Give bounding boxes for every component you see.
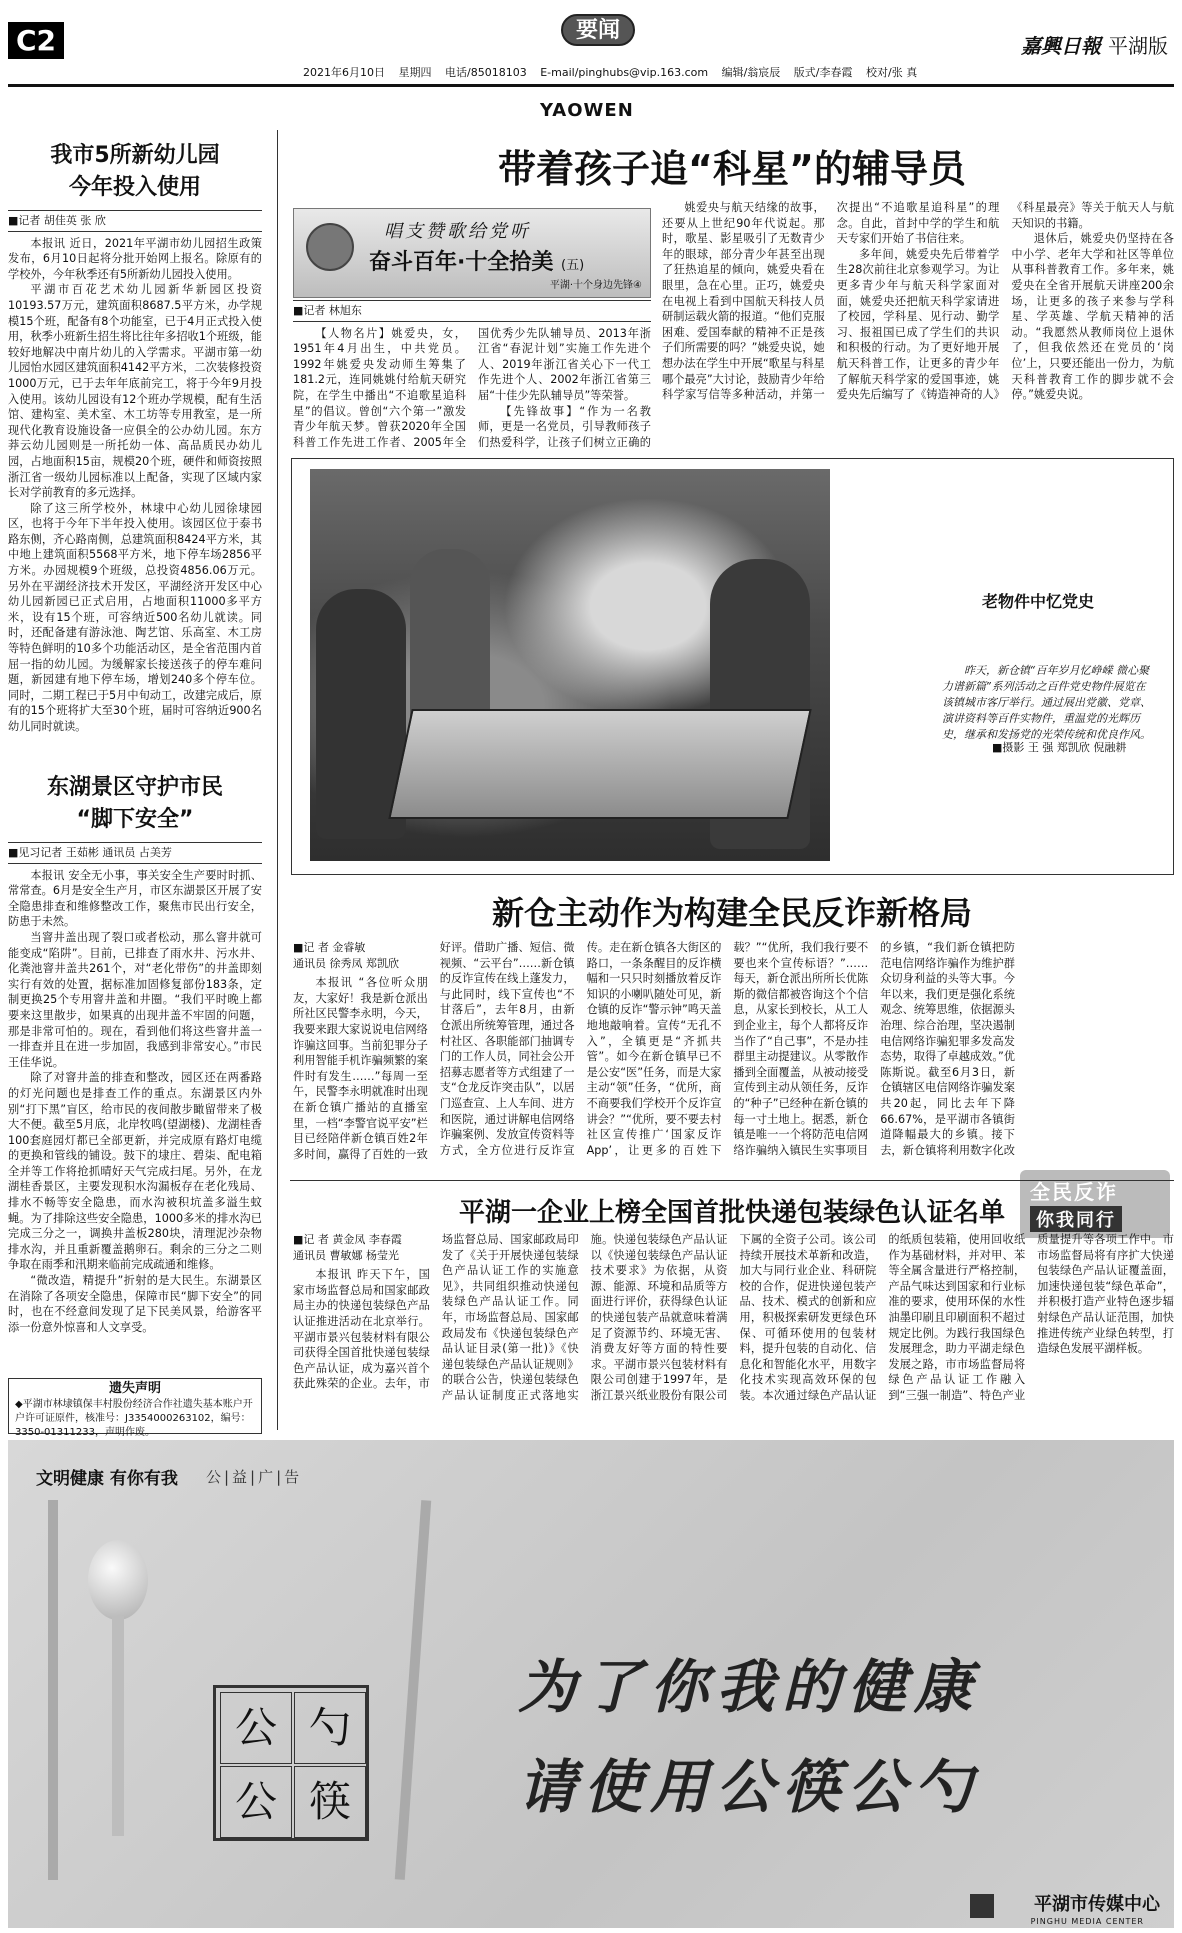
spoon-icon (88, 1540, 148, 1620)
weekday: 星期四 (398, 66, 432, 79)
ad-tag: 公|益|广|告 (206, 1468, 303, 1486)
date: 2021年6月10日 (303, 66, 385, 79)
media-center-logo-icon (970, 1894, 994, 1918)
stamp-line-2: 你我同行 (1030, 1206, 1122, 1232)
photo-feature (291, 458, 1174, 875)
section-badge: 要闻 (561, 14, 635, 46)
exhibition-photo (310, 469, 830, 861)
stamp-line-1: 全民反诈 (1030, 1180, 1118, 1204)
photo-credit: ■摄影 王 强 郑凯欣 倪融耕 (992, 741, 1127, 754)
xincang-article-tail (1020, 940, 1174, 1165)
page-number: C2 (8, 22, 64, 59)
banner-line-2 (369, 245, 584, 276)
xincang-body: 本报讯 “各位听众朋友，大家好！我是新仓派出所社区民警李永明，今天，我要来跟大家说说电信网络诈骗这回事。当前犯罪分子利用智能手机诈骗频繁的案件时有发生……”每周一至午，民警李永明就准时出现在新仓镇广播站的直播室里，一档“李警官说平安”栏目已经陪伴新仓镇百姓2年多时间，赢得了百姓的一致好评。借助广播、短信、微视频、“云平台”……新仓镇的反诈宣传在线上蓬发力，与此同时，线下宣传也“不甘落后”，去年8月，由新仓派出所统筹管理，通过各村社区、各职能部门抽调专门的工作人员，同社会公开招募志愿者等方式组建了一支“仓龙反诈突击队”，以居门巡查宣、上人车间、进方和医院，通过讲解电信网络诈骗案例、发放宣传资料等方式，全方位进行反诈宣传。走在新仓镇各大街区的路口，一条条醒目的反诈横幅和一只只时刻播放着反诈知识的小喇叭随处可见，新仓镇的反诈“警示钟”鸣天盖地地敲响着。宣传“无孔不入”，全镇更是“齐抓共管”。如今在新仓镇早已不是公安“医”任务，而是大家主动“领”任务，“优所，商不商要我们学校开个反诈宣讲会？”“优所，要不要去村社区宣传推广‘国家反诈App’，让更多的百姓下载？”“优所，我们我行要不要也来个宣传标语？”……每天，新仓派出所所长优陈斯的微信都被咨询这个个信息，从家长到校长，从工人到企业主，每个人都将反诈当作了“自己事”，不是办挂群里主动提建议。从零散作播到全面覆盖，从被动接受宣传到主动从领任务，反诈的“种子”已经种在新仓镇的每一寸土地上。据悉，新仓镇是唯一一个将防范电信网络诈骗纳入镇民生实事项目的乡镇，“我们新仓镇把防范电信网络诈骗作为维护群众切身利益的头等大事。今年以来，我们更是强化系统观念、统筹思维，依据源头治理、综合治理，坚决遏制电信网络诈骗犯罪多发高发态势，取得了卓越成效。”优陈斯说。截至6月3日，新仓镇辖区电信网络诈骗发案共20起，同比去年下降66.67%，是平湖市各镇街道降幅最大的乡镇。接下去，新仓镇将利用数字化改 (293, 941, 1015, 1161)
ad-headline-2: 请使用公筷公勺 (518, 1753, 981, 1821)
kindergarten-para: 本报讯 近日，2021年平湖市幼儿园招生政策发布，6月10日起将分批开始网上报名。除原有的学校外，今年秋季还有5所新幼儿园投入使用。 (8, 236, 262, 281)
section-divider (290, 1180, 1174, 1181)
lead-para: 多年间，姚爱央先后带着学生28次前往北京参观学习。为让更多青少年与航天科学家面对面，姚爱央还把航天科学家请进了校园，学科星、见行动、勤学习、报祖国已成了学生们的共识和积极的行动。为了更好地开展航天科普工作，让更多的青少年了解航天科学家的爱国事迹，姚爱央先后编写了《铸造神奇的人》《科星最亮》等关于航天人与航天知识的书籍。 (836, 201, 1174, 402)
info-bar (303, 64, 927, 80)
kindergarten-para: 平湖市百花艺术幼儿园新华新园区投资10193.57万元，建筑面积8687.5平方米，办学规模15个班，配备有8个功能室，已于4月正式投入使用，秋季小班新生招生将比往年多招收1个班级，能较好地解决中南片幼儿的入学需求。平湖市第一幼儿园怡水园区建筑面积4142平方米，二次装修投资1000万元，已于去年年底前完工，将于今年9月投入使用。该幼儿园设有12个班办学规模，配有生活馆、建构室、美术室、木工坊等专用教室，是一所现代化教育设施设备一应俱全的公办幼儿园。东方莽云幼儿园则是一所托幼一体、高品质民办幼儿园，占地面积15亩，规模20个班，硬件和师资按照浙江省一级幼儿园标准以上配备，实现了区域内家长对学前教育的多元选择。 (8, 283, 262, 500)
express-body: 本报讯 昨天下午，国家市场监督总局和国家邮政局主办的快递包装绿色产品认证推进活动在北京举行。平湖市景兴包装材料有限公司获得全国首批快递包装绿色产品认证，成为嘉兴首个获此殊荣的企业。去年，市场监督总局、国家邮政局印发了《关于开展快递包装绿色产品认证工作的实施意见》，共同组织推动快递包装绿色产品认证工作。同年，市场监督总局、国家邮政局发布《快递包装绿色产品认证目录(第一批)》《快递包装绿色产品认证规则》的联合公告，快递包装绿色产品认证制度正式落地实施。快递包装绿色产品认证以《快递包装绿色产品认证技术要求》为依据，从资源、能源、环境和品质等方面进行评价，获得绿色认证的快递包装产品就意味着满足了资源节约、环境无害、消费友好等方面的特性要求。平湖市景兴包装材料有限公司创建于1997年，是浙江景兴纸业股份有限公司下属的全资子公司。该公司持续开展技术革新和改造，加大与同行业企业、科研院校的合作，促进快递包装产品、技术、模式的创新和应用，积极探索研发更绿色环保、可循环使用的包装材料，提升包装的自动化、信息化和智能化水平，用数字化技术实现高效环保的包装。本次通过绿色产品认证的纸质包装箱，使用回收纸作为基础材料，并对甲、苯等全属含量进行严格控制，产品气味达到国家和行业标准的要求，使用环保的水性油墨印刷且印刷面积不超过规定比例。为践行我国绿色发展理念，助力平湖走绿色发展之路，市市场监督局将绿色产品认证工作融入到“三强一制造”、特色产业质量提升等各项工作中。市市场监督局将有序扩大快递包装绿色产品认证覆盖面，加速快递包装“绿色革命”，并积极打造产业特色逐步辐射绿色产品认证范围，加快推进传统产业绿色转型，打造绿色发展平湖样板。 (293, 1233, 1174, 1402)
paper-name (1021, 30, 1168, 59)
kindergarten-para: 除了这三所学校外，林埭中心幼儿园徐埭园区，也将于今年下半年投入使用。该园区位于泰书路东侧，齐心路南侧，总建筑面积8424平方米，其中地上建筑面积5568平方米，地下停车场2856平方米。办园规模9个班级，总投资4856.06万元。另外在平湖经济技术开发区，平湖经济开发区中心幼儿园新园已正式启用，占地面积11000多平方米，设有15个班，可容纳近500名幼儿就读。同时，还配备建有游泳池、陶艺馆、乐高室、木工房等特色鲜明的10多个功能活动区，是全省范围内首屈一指的幼儿园。为缓解家长接送孩子的停车难问题，新园建有地下停车场，增划240多个停车位。同时，二期工程已于5月中旬动工，改建完成后，原有的15个班将扩大至30个班，届时可容纳近900名幼儿同时就读。 (8, 501, 262, 733)
lead-para: 退休后，姚爱央仍坚持在各中小学、老年大学和社区等单位从事科普教育工作。多年来，姚爱央在全省开展航天讲座200余场，让更多的孩子来参与学科星、学英雄、学航天精神的活动。“我愿然从教师岗位上退休了，但我依然还在党员的‘岗位’上，只要还能出一份力，为航天科普教育工作的脚步就不会停。”姚爱央说。 (1011, 232, 1174, 402)
express-article (293, 1232, 1174, 1432)
phone: 电话/85018103 (445, 66, 527, 79)
donghu-title-1: 东湖景区守护市民 (46, 775, 223, 800)
xincang-byline-1: ■记 者 金睿敏 (293, 941, 366, 954)
kindergarten-title-1: 我市5所新幼儿园 (50, 143, 220, 168)
banner-line-1: 唱支赞歌给党听 (384, 221, 531, 242)
xincang-byline-2: 通讯员 徐秀凤 郑凯欣 (293, 956, 399, 970)
editor: 编辑/翁宸辰 (721, 66, 781, 79)
public-service-ad (8, 1440, 1174, 1928)
ad-slogan: 文明健康 有你有我 (36, 1469, 178, 1489)
donghu-para: 当窨井盖出现了裂口或者松动，那么窨井就可能变成“陷阱”。目前，已排查了雨水井、污水井、化粪池窨井盖共261个，对“老化带伤”的井盖即刻实行有效的处置，据标准加固修复部份183条，定制更换25个专用窨井盖和井圈。“我们平时晚上都要来这里散步，如果真的出现井盖不牢固的问题，那是非常可怕的。现在，看到他们将这些窨井盖一一排查并且在进一步加固，我感到非常安心。”市民王佳华说。 (8, 930, 262, 1069)
ad-organization: 平湖市传媒中心 (1034, 1894, 1160, 1915)
ad-organization-en: PINGHU MEDIA CENTER (1030, 1917, 1144, 1926)
ad-headline-1: 为了你我的健康 (518, 1653, 981, 1721)
lead-para: 姚爱央与航天结缘的故事，还要从上世纪90年代说起。那时，歌星、影星吸引了无数青少年的眼球，部分青少年甚至出现了狂热追星的倾向，姚爱央看在眼里，急在心里。正巧，姚爱央在电视上看到中国航天科技人员研制运载火箭的报道。“他们克服困难、爱国奉献的精神不正是孩子们所需要的吗？”姚爱央说，她想办法在学生中开展“歌星与科星哪个最亮”大讨论，鼓励青少年给科学家写信等多种活动，并第一次提出“不追歌星追科星”的理念。自此，首封中学的学生和航天专家们开始了书信往来。 (662, 201, 1000, 402)
proofreader: 校对/张 真 (866, 66, 918, 79)
column-divider (277, 130, 278, 1430)
section-english: YAOWEN (540, 100, 634, 121)
paper-title: 嘉興日報 (1021, 34, 1102, 58)
party-emblem-icon (306, 223, 354, 271)
display-case (388, 709, 811, 819)
lead-col-1 (293, 300, 651, 450)
series-banner (293, 208, 651, 298)
banner-tag: (五) (561, 258, 585, 273)
donghu-para: “微改造，精提升”折射的是大民生。东湖景区在消除了各项安全隐患，保障市民“脚下安全”的同时，也在不经意间发现了足下民美风景，给游客平添一份意外惊喜和人文享受。 (8, 1274, 262, 1334)
donghu-byline: ■见习记者 王茹彬 通讯员 占美芳 (8, 842, 262, 864)
notice-title: 遗失声明 (108, 1381, 161, 1396)
lead-byline: ■记者 林旭东 (293, 300, 651, 322)
xincang-article (293, 940, 1015, 1172)
express-title: 平湖一企业上榜全国首批快递包装绿色认证名单 (458, 1198, 1005, 1228)
masthead-rule (8, 84, 1174, 87)
photo-caption: 昨天，新仓镇“百年岁月忆峥嵘 微心聚力谱新篇”系列活动之百件党史物件展览在该镇城市客厅举行。通过展出党徽、党章、演讲资料等百件实物件，重温党的光辉历史，继承和发扬党的光荣传统和优良作风。 (942, 664, 1151, 741)
seal-char: 公 (220, 1766, 292, 1838)
chopstick-icon (395, 1500, 431, 1880)
express-byline-1: ■记 者 黄金凤 李春霞 (293, 1233, 402, 1246)
chopstick-icon (48, 1500, 58, 1880)
lead-title: 带着孩子追“科星”的辅导员 (498, 147, 966, 191)
lead-col-2 (662, 200, 1174, 452)
seal-grid (213, 1685, 369, 1841)
layout-editor: 版式/李春霞 (793, 66, 853, 79)
seal-char: 公 (220, 1692, 292, 1764)
kindergarten-article (8, 140, 262, 765)
xincang-title: 新仓主动作为构建全民反诈新格局 (491, 894, 972, 932)
email: E-mail/pinghubs@vip.163.com (540, 66, 709, 79)
donghu-article (8, 772, 262, 1372)
lost-notice (8, 1378, 262, 1438)
kindergarten-byline: ■记者 胡佳英 张 欣 (8, 210, 262, 232)
express-byline-2: 通讯员 曹敏娜 杨莹光 (293, 1248, 399, 1262)
notice-body: ◆平湖市林埭镇保丰村股份经济合作社遗失基本账户开户许可证原件，核准号：J3354000263102，编号：3350-01311233，声明作废。 (15, 1399, 253, 1438)
lead-col-1-text (293, 326, 651, 450)
seal-char: 筷 (294, 1766, 366, 1838)
edition-label: 平湖版 (1108, 34, 1168, 58)
spoon-handle-icon (112, 1616, 124, 1836)
seal-char: 勺 (294, 1692, 366, 1764)
lead-para: 【人物名片】姚爱央，女，1951年4月出生，中共党员。1992年姚爱央发动师生筹集了181.2元，连同姚姚付给航天研究院，在学生中播出“不追歌星追科星”的倡议。曾创“六个第一”激发青少年航天梦。曾获2020年全国科普工作先进工作者、2005年全国优秀少先队辅导员、2013年浙江省“春泥计划”实施工作先进个人、2019年浙江省关心下一代工作先进个人、2002年浙江省第三届“十佳少先队辅导员”等荣誉。 (293, 326, 651, 449)
lead-para: 【先锋故事】“作为一名教师，更是一名党员，引导教师孩子们热爱科学，让孩子们树立正确的 (478, 404, 651, 449)
banner-main: 奋斗百年·十全拾美 (369, 250, 554, 275)
photo-title: 老物件中忆党史 (982, 592, 1095, 611)
donghu-para: 本报讯 安全无小事，事关安全生产要时时抓、常常查。6月是安全生产月，市区东湖景区开展了安全隐患排查和维修整改工作，聚焦市民出行安全，防患于未然。 (8, 868, 262, 929)
kindergarten-title-2: 今年投入使用 (68, 175, 201, 200)
donghu-para: 除了对窨井盖的排查和整改，园区还在两番路的灯光问题也是排查工作的重点。东湖景区内外别“打下黑”盲区，给市民的夜间散步瞰留带来了极大不便。截至5月底，北岸牧鸣(望湖楼)、龙湖桂香100套庭园灯都已全部更新，并完成原有路灯电缆的更换和管线的铺设。鼓下的埭庄、碧柒、配电箱全并等工作将抢抓晴好天气完成扫尾。另外，在龙湖桂香景区，主要发现积水沟漏板存在老化残局、排水不畅等安全隐患，而水沟被积坑盖多溢生蚊蝇。为了排除这些安全隐患，1000多米的排水沟已完成三分之一，调换井盖板280块，清理泥沙杂物排水沟，并且重新覆盖鹅卵石。剩余的三分之二则争取在雨季和汛期来临前完成疏通和维修。 (8, 1071, 262, 1272)
donghu-title-2: “脚下安全” (76, 807, 194, 832)
banner-sub: 平湖·十个身边先锋④ (549, 280, 642, 291)
masthead (8, 8, 1174, 88)
